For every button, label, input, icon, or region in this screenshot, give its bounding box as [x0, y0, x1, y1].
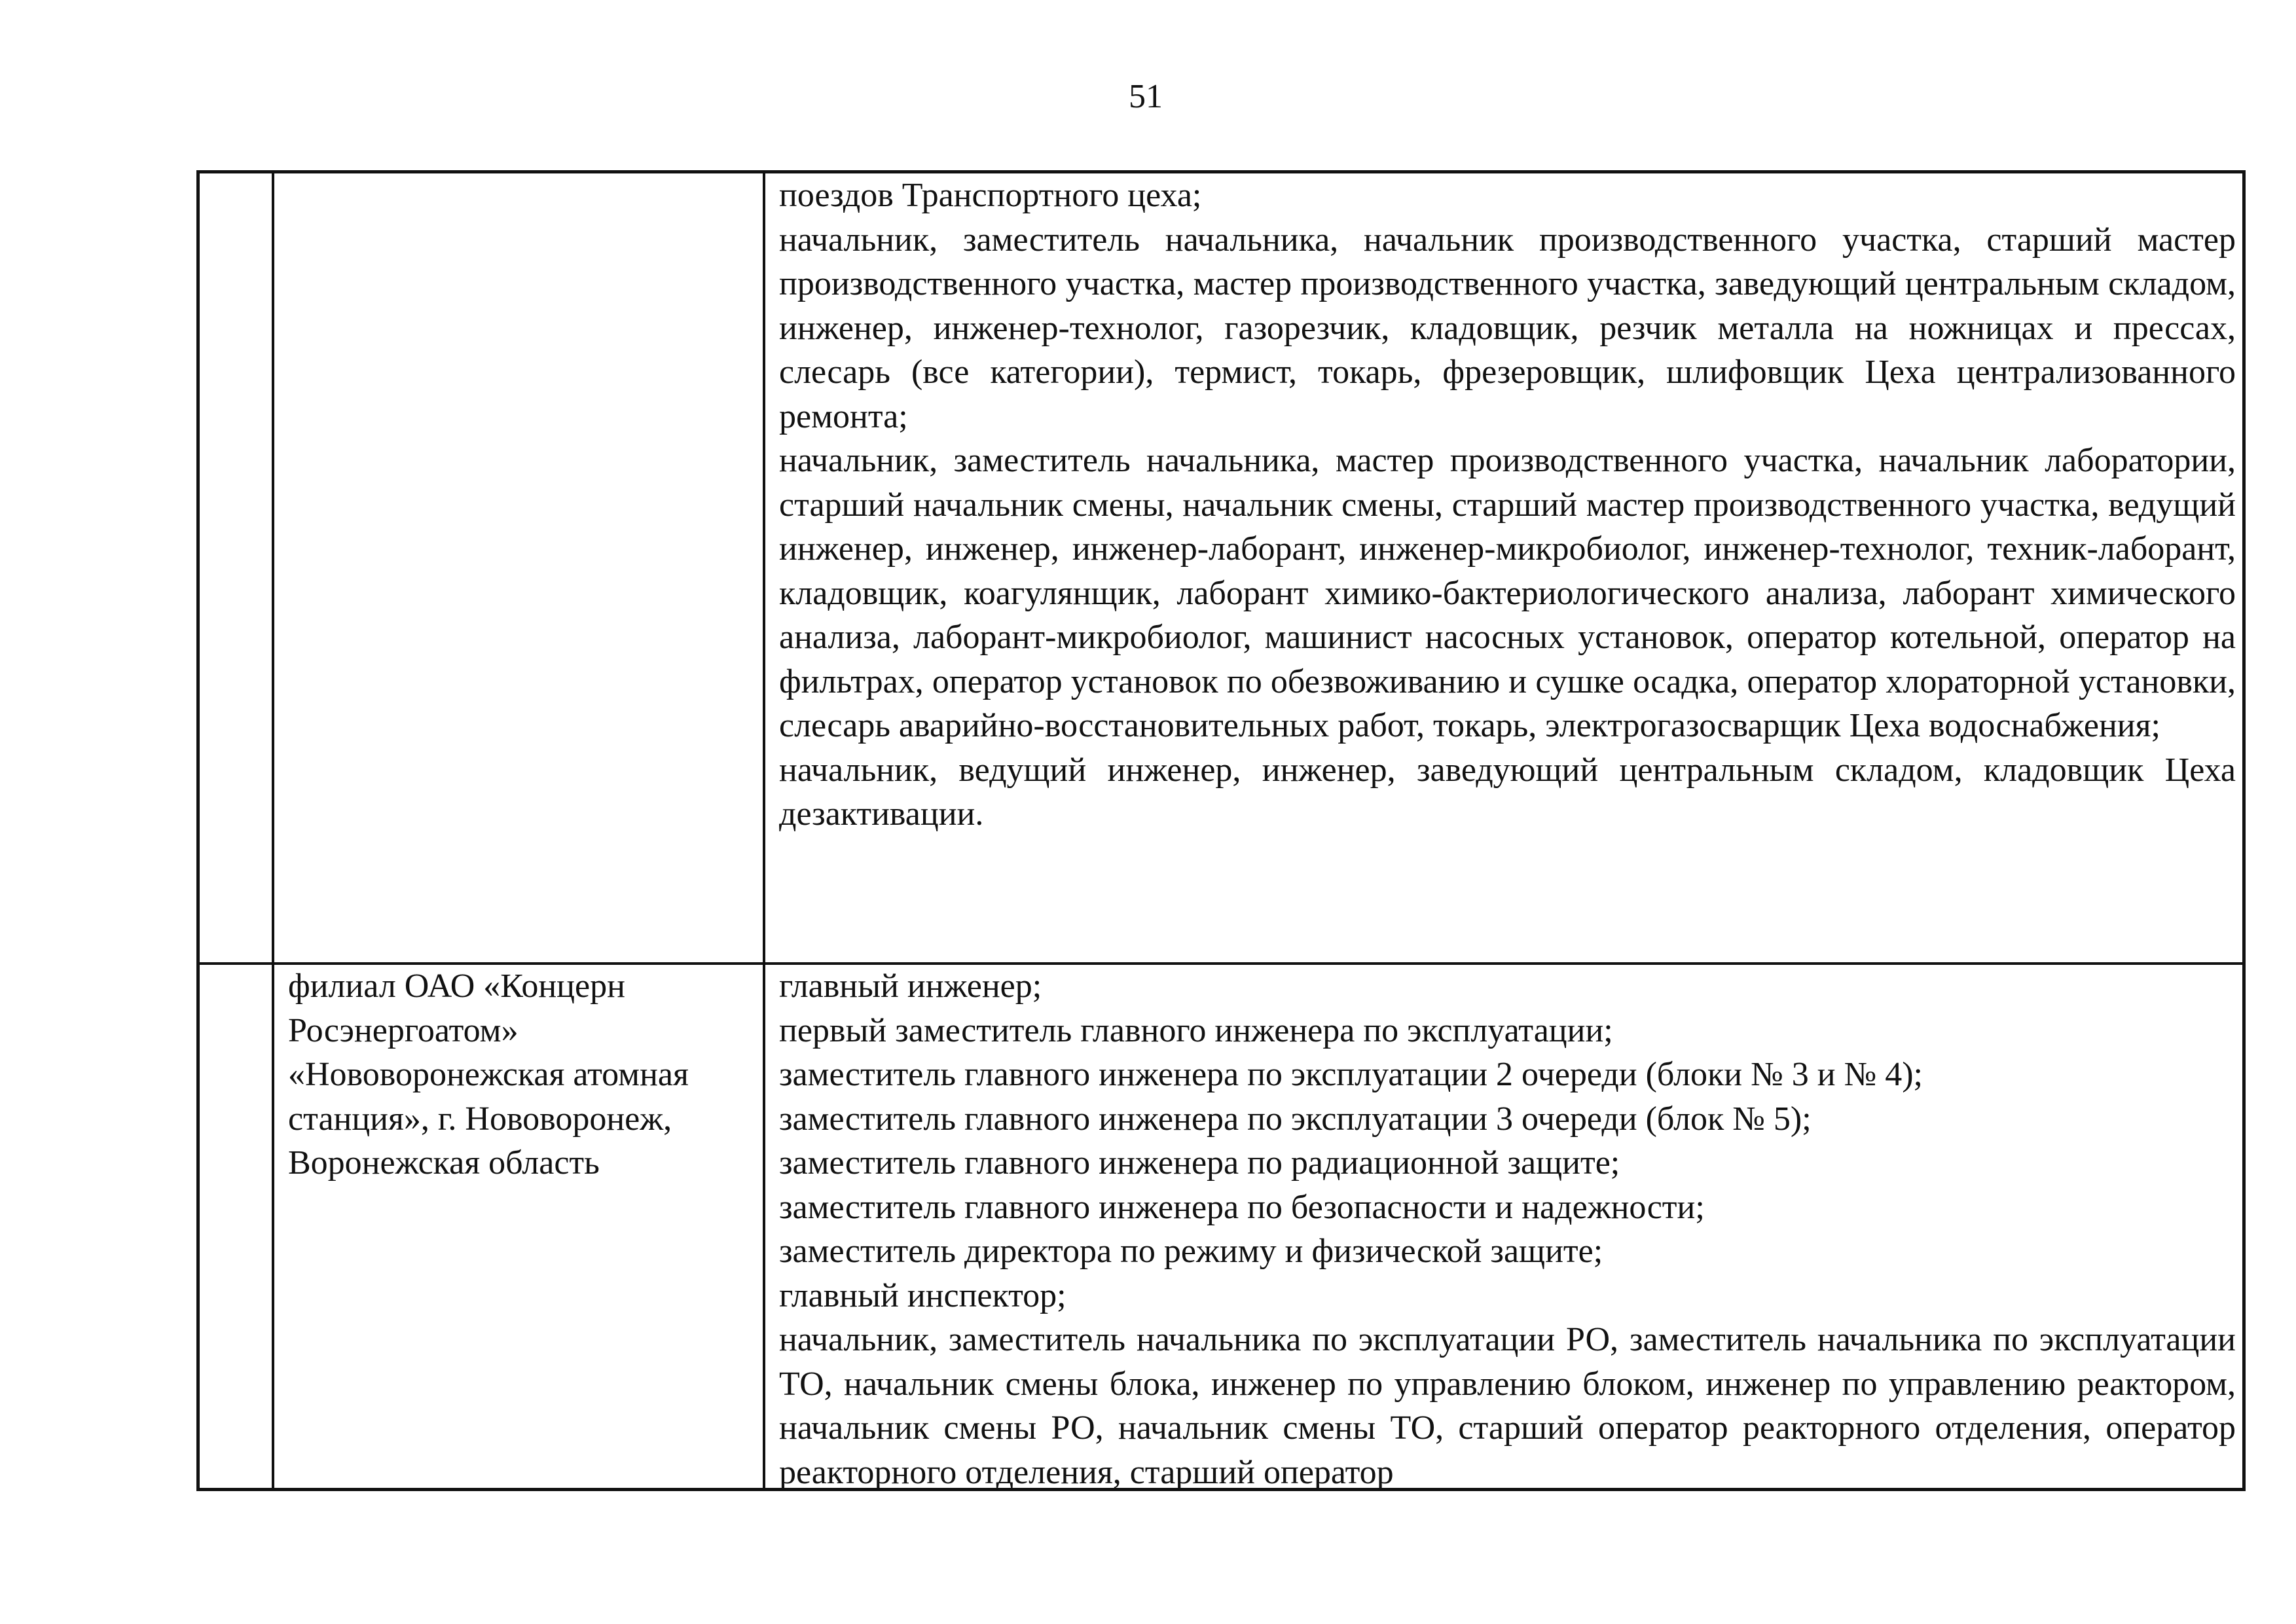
organization-line: станция», г. Нововоронеж, [288, 1100, 672, 1138]
row-2-paragraph: заместитель главного инженера по эксплуатации 2 очереди (блоки № 3 и № 4); [779, 1056, 1923, 1093]
column-divider-1 [272, 173, 274, 1488]
row-2-organization-cell [288, 964, 756, 1185]
row-2-paragraph: заместитель директора по режиму и физической защите; [779, 1233, 1603, 1270]
row-2-paragraph: заместитель главного инженера по эксплуатации 3 очереди (блок № 5); [779, 1100, 1812, 1138]
organization-line: Воронежская область [288, 1144, 600, 1182]
row-2-paragraph: заместитель главного инженера по безопасности и надежности; [779, 1188, 1705, 1226]
organization-line: «Нововоронежская атомная [288, 1056, 689, 1093]
row-1-positions-cell [779, 173, 2236, 837]
row-1-paragraph: начальник, заместитель начальника, мастер производственного участка, начальник лаборатории, старший начальник смены, начальник смены, старший мастер производственного участка, ведущий инженер, инженер, инженер-лаборант, инженер-микробиолог, инженер-технолог, техник-лаборант, кладовщик, коагулянщик, лаборант химико-бактериологического анализа, лаборант химического анализа, лаборант-микробиолог, машинист насосных установок, оператор котельной, оператор на фильтрах, оператор установок по обезвоживанию и сушке осадка, оператор хлораторной установки, слесарь аварийно-восстановительных работ, токарь, электрогазосварщик Цеха водоснабжения; [779, 442, 2236, 744]
row-1-paragraph: поездов Транспортного цеха; [779, 177, 1202, 214]
row-2-paragraph: главный инженер; [779, 967, 1042, 1005]
organization-line: филиал ОАО «Концерн [288, 967, 625, 1005]
row-1-paragraph: начальник, ведущий инженер, инженер, заведующий центральным складом, кладовщик Цеха дезактивации. [779, 751, 2236, 833]
organization-line: Росэнергоатом» [288, 1011, 519, 1049]
row-2-positions-cell [779, 964, 2236, 1494]
positions-table [196, 170, 2246, 1491]
row-2-paragraph: первый заместитель главного инженера по эксплуатации; [779, 1011, 1613, 1049]
column-divider-2 [763, 173, 765, 1488]
row-2-paragraph: заместитель главного инженера по радиационной защите; [779, 1144, 1620, 1182]
page-number: 51 [1129, 78, 1163, 115]
row-1-paragraph: начальник, заместитель начальника, начальник производственного участка, старший мастер производственного участка, мастер производственного участка, заведующий центральным складом, инженер, инженер-технолог, газорезчик, кладовщик, резчик металла на ножницах и прессах, слесарь (все категории), термист, токарь, фрезеровщик, шлифовщик Цеха централизованного ремонта; [779, 221, 2236, 435]
row-2-paragraph: главный инспектор; [779, 1276, 1066, 1314]
row-2-paragraph: начальник, заместитель начальника по эксплуатации РО, заместитель начальника по эксплуатации ТО, начальник смены блока, инженер по управлению блоком, инженер по управлению реактором, начальник смены РО, начальник смены ТО, старший оператор реакторного отделения, оператор реакторного отделения, старший оператор [779, 1321, 2236, 1491]
